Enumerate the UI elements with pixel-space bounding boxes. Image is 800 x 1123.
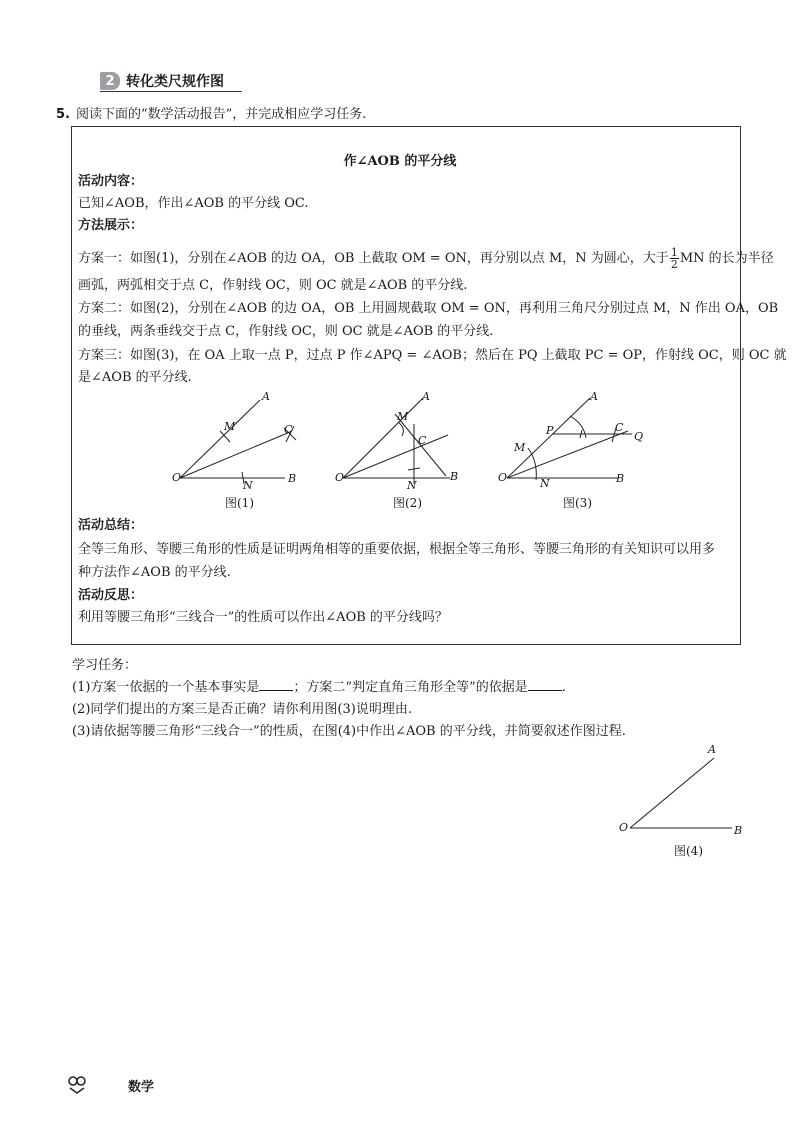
section-title: 转化类尺规作图 <box>126 74 224 90</box>
question-line <box>56 103 366 122</box>
plan1-line1: 方案一：如图(1)，分别在∠AOB 的边 OA，OB 上截取 OM = ON，再分别以点 M，N 为圆心，大于 $\frac{1}{2}$ MN 的长为半径 <box>78 246 774 271</box>
reflection-text: 利用等腰三角形“三线合一”的性质可以作出∠AOB 的平分线吗？ <box>78 610 448 625</box>
fig1-caption: 图(1) <box>225 496 254 510</box>
fig2-label-a: A <box>422 390 430 403</box>
fig4-caption: 图(4) <box>674 844 703 858</box>
fig3-label-b: B <box>616 472 625 485</box>
summary-line1: 全等三角形、等腰三角形的性质是证明两角相等的重要依据，根据全等三角形、等腰三角形的有关知识可以用多 <box>78 542 716 557</box>
plan3-line2: 是∠AOB 的平分线. <box>78 370 192 385</box>
fig2-label-b: B <box>450 470 459 483</box>
plan3-line1: 方案三：如图(3)，在 OA 上取一点 P，过点 P 作∠APQ = ∠AOB；然后在 PQ 上截取 PC = OP，作射线 OC，则 OC 就 <box>78 348 787 363</box>
fig1-label-o: O <box>172 471 182 484</box>
plan1-line2: 画弧，两弧相交于点 C，作射线 OC，则 OC 就是∠AOB 的平分线. <box>78 278 468 293</box>
fig3-caption: 图(3) <box>563 496 592 510</box>
fig4-label-b: B <box>734 824 743 837</box>
fig2-label-c: C <box>418 434 427 447</box>
summary-line2: 种方法作∠AOB 的平分线. <box>78 565 231 580</box>
fig3-label-q: Q <box>634 430 644 443</box>
figure-4 <box>610 740 760 860</box>
section-underline <box>100 91 242 92</box>
task-2: (2)同学们提出的方案三是否正确？请你利用图(3)说明理由. <box>72 702 412 717</box>
tasks-heading: 学习任务： <box>72 658 138 673</box>
plan2-line1: 方案二：如图(2)，分别在∠AOB 的边 OA，OB 上用圆规截取 OM = ON，再利用三角尺分别过点 M，N 作出 OA，OB <box>78 301 779 316</box>
reflection-label: 活动反思： <box>78 588 144 603</box>
fig1-label-m: M <box>224 420 236 433</box>
fig2-label-o: O <box>335 471 345 484</box>
fig3-label-m: M <box>514 441 526 454</box>
figures-1-3 <box>150 388 660 516</box>
figure-3 <box>498 390 643 510</box>
fig1-label-b: B <box>288 472 297 485</box>
content-text: 已知∠AOB，作出∠AOB 的平分线 OC. <box>78 196 309 211</box>
section-number: 2 <box>100 72 120 90</box>
fig3-label-o: O <box>498 471 508 484</box>
fig1-label-c: C <box>284 423 293 436</box>
question-text: 阅读下面的“数学活动报告”，并完成相应学习任务. <box>75 107 367 122</box>
fig2-label-n: N <box>407 479 417 492</box>
section-header <box>100 70 224 92</box>
task-3: (3)请依据等腰三角形“三线合一”的性质，在图(4)中作出∠AOB 的平分线，并简要叙述作图过程. <box>72 724 626 739</box>
fig1-label-a: A <box>262 390 270 403</box>
task-1: (1)方案一依据的一个基本事实是 ；方案二“判定直角三角形全等”的依据是 . <box>72 680 566 695</box>
fig2-caption: 图(2) <box>393 496 422 510</box>
fig2-label-m: M <box>397 410 409 423</box>
answer-blank-2[interactable] <box>528 678 562 691</box>
fig1-label-n: N <box>243 479 253 492</box>
fig3-label-p: P <box>546 424 554 437</box>
content-label: 活动内容： <box>78 174 144 189</box>
methods-label: 方法展示： <box>78 218 144 233</box>
figure-2 <box>335 390 458 510</box>
fig3-label-n: N <box>540 477 550 490</box>
question-number: 5. <box>56 107 70 122</box>
footer-subject: 数学 <box>128 1080 155 1095</box>
fig4-label-o: O <box>619 821 629 834</box>
fig3-label-a: A <box>590 390 598 403</box>
report-title: 作∠AOB 的平分线 <box>343 154 457 169</box>
answer-blank-1[interactable] <box>259 678 293 691</box>
figure-1 <box>172 390 296 510</box>
summary-label: 活动总结： <box>78 518 144 533</box>
fig4-label-a: A <box>708 743 716 756</box>
mascot-icon <box>66 1075 88 1095</box>
fraction-one-half: $\frac{1}{2}$ <box>670 246 678 271</box>
plan2-line2: 的垂线，两条垂线交于点 C，作射线 OC，则 OC 就是∠AOB 的平分线. <box>78 324 494 339</box>
fig3-label-c: C <box>615 421 624 434</box>
